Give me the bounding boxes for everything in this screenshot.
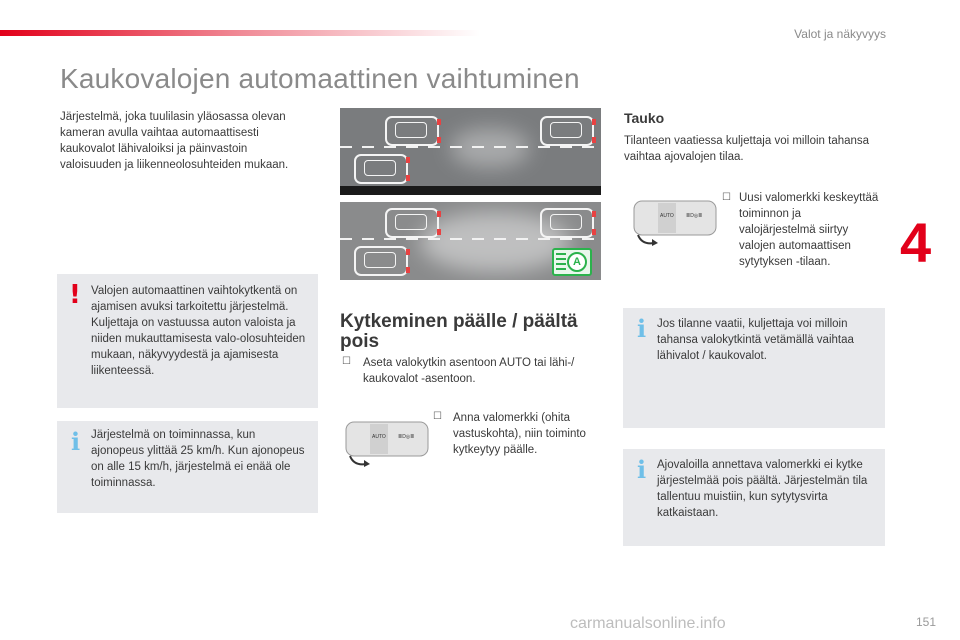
car-icon — [540, 208, 594, 238]
car-icon — [354, 154, 408, 184]
svg-text:≣D◎≣: ≣D◎≣ — [686, 213, 703, 219]
road-illustration-high-beam — [340, 202, 601, 280]
info-icon: i — [637, 314, 647, 343]
bullet-icon: ☐ — [433, 411, 442, 422]
info-text-flash: Ajovaloilla annettava valomerkki ei kytke järjestelmää pois päältä. Järjestelmän tila tallentuu muistiin, kun sytytysvirta katkaistaan. — [657, 459, 868, 519]
light-stalk-illustration — [628, 195, 720, 247]
car-icon — [540, 116, 594, 146]
intro-paragraph: Järjestelmä, joka tuulilasin yläosassa olevan kameran avulla vaihtaa automaattisesti kaukovalot lähivaloiksi ja päinvastoin valoisuuden ja liikenneolosuhteiden mukaan. — [60, 111, 289, 171]
auto-lamp-icon: A — [552, 248, 592, 276]
chapter-number: 4 — [900, 211, 932, 274]
illustration-divider — [340, 186, 601, 195]
watermark: carmanualsonline.info — [570, 615, 726, 632]
section-heading-tauko: Tauko — [624, 110, 665, 126]
svg-text:AUTO: AUTO — [372, 434, 386, 440]
section-heading-kytkeminen: Kytkeminen päälle / päältä pois — [340, 311, 578, 352]
warning-icon: ! — [69, 280, 81, 310]
road-illustration-low-beam — [340, 108, 601, 186]
info-box-flash — [623, 449, 885, 546]
warning-box — [57, 274, 318, 408]
tauko-paragraph: Tilanteen vaatiessa kuljettaja voi milloin tahansa vaihtaa ajovalojen tilaa. — [624, 135, 870, 163]
bullet-icon: ☐ — [342, 356, 351, 367]
page-title: Kaukovalojen automaattinen vaihtuminen — [60, 63, 580, 94]
warning-text: Valojen automaattinen vaihtokytkentä on ajamisen avuksi tarkoitettu järjestelmä. Kuljettaja on vastuussa auton valoista ja niiden mukauttamisesta valo-olosuhteiden mukaan, näkyvyydestä ja ajamisesta liikenteessä. — [91, 285, 306, 377]
svg-text:≣D◎≣: ≣D◎≣ — [398, 434, 415, 440]
bullet-icon: ☐ — [722, 192, 731, 203]
kytkeminen-step-1: Aseta valokytkin asentoon AUTO tai lähi-/ kaukovalot -asentoon. — [363, 357, 575, 385]
car-icon — [385, 208, 439, 238]
car-icon — [385, 116, 439, 146]
kytkeminen-step-2: Anna valomerkki (ohita vastuskohta), niin toiminto kytkeytyy päälle. — [453, 412, 586, 456]
light-stalk-illustration — [340, 416, 432, 468]
svg-text:AUTO: AUTO — [660, 213, 674, 219]
section-title: Valot ja näkyvyys — [794, 27, 886, 41]
info-text-manual-switch: Jos tilanne vaatii, kuljettaja voi milloin tahansa valokytkintä vetämällä vaihtaa lähivalot / kaukovalot. — [657, 318, 854, 362]
page-number: 151 — [915, 615, 936, 629]
info-text-speed: Järjestelmä on toiminnassa, kun ajonopeus ylittää 25 km/h. Kun ajonopeus on alle 15 km/h, järjestelmä ei enää ole toiminnassa. — [91, 429, 305, 489]
car-icon — [354, 246, 408, 276]
header-accent-bar — [0, 30, 480, 36]
tauko-step: Uusi valomerkki keskeyttää toiminnon ja valojärjestelmä siirtyy valojen automaattisen sytytyksen -tilaan. — [739, 192, 879, 268]
info-box-manual-switch — [623, 308, 885, 428]
info-icon: i — [637, 455, 647, 484]
info-icon: i — [71, 427, 81, 456]
info-box-speed — [57, 421, 318, 513]
